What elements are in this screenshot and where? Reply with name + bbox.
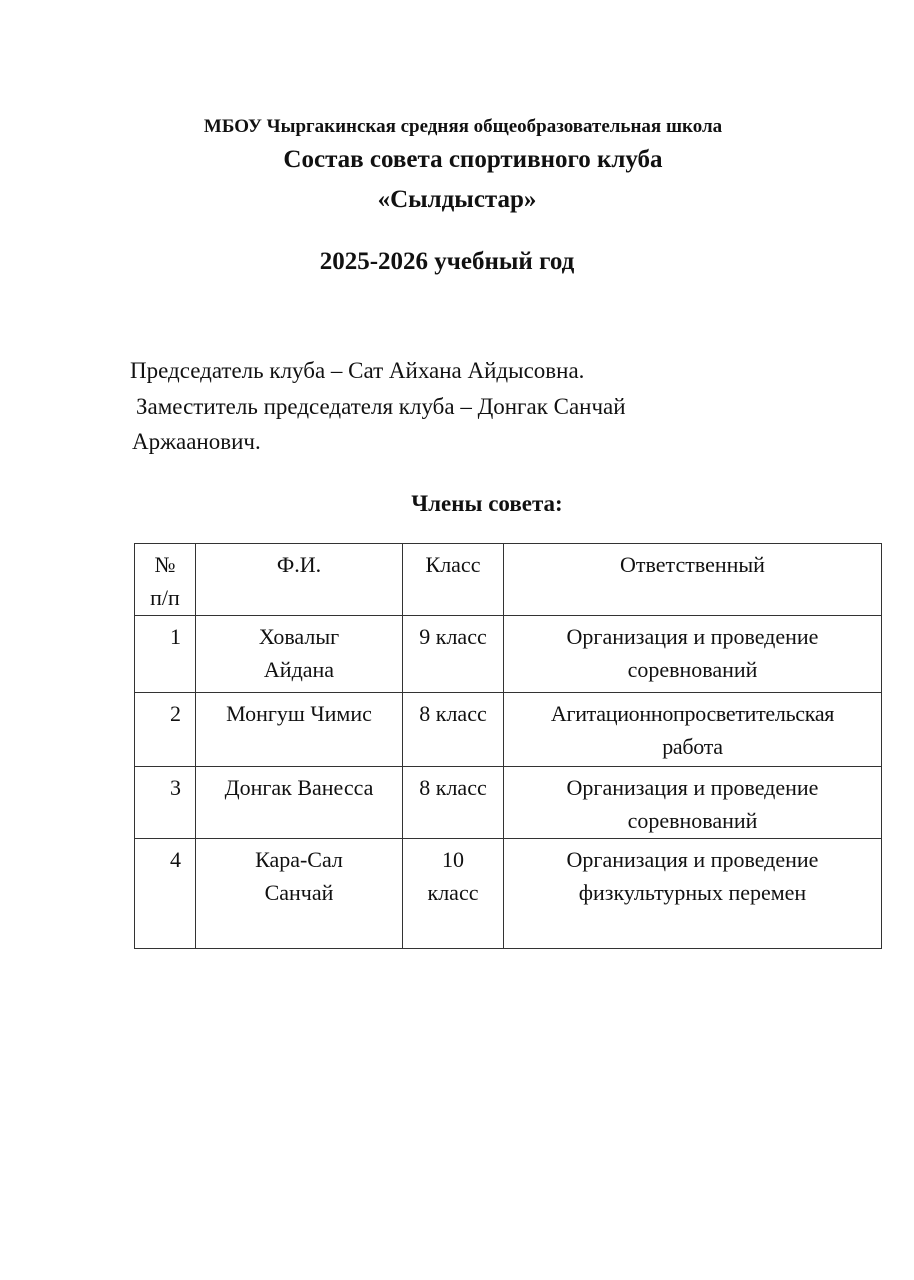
deputy-line: Заместитель председателя клуба – Донгак Санчай xyxy=(136,394,626,419)
header-name: Ф.И. xyxy=(196,544,403,616)
row-responsible xyxy=(504,693,882,767)
name-line1: Ховалыг xyxy=(258,624,340,649)
name-line2: Санчай xyxy=(264,880,334,905)
row-class: 8 класс xyxy=(403,767,504,839)
row-responsible xyxy=(504,616,882,693)
resp-line2: соревнований xyxy=(627,657,758,682)
header-num xyxy=(135,544,196,616)
table-header-row xyxy=(135,544,882,616)
academic-year: 2025-2026 учебный год xyxy=(319,248,575,275)
members-heading: Члены совета: xyxy=(411,491,563,516)
resp-line2: физкультурных перемен xyxy=(578,880,807,905)
resp-line2: работа xyxy=(662,734,723,759)
school-name: МБОУ Чыргакинская средняя общеобразовательная школа xyxy=(203,116,723,137)
resp-line1: Агитационнопросветительская xyxy=(550,701,835,726)
resp-line1: Организация и проведение xyxy=(566,847,819,872)
document-title: Состав совета спортивного клуба xyxy=(283,146,663,173)
row-responsible xyxy=(504,767,882,839)
row-class xyxy=(403,839,504,949)
resp-line1: Организация и проведение xyxy=(566,775,819,800)
table-row xyxy=(135,767,882,839)
row-num: 1 xyxy=(135,616,196,693)
class-line1: 10 xyxy=(442,847,464,872)
name-line1: Кара-Сал xyxy=(255,847,343,872)
header-num-line1: № xyxy=(154,552,176,577)
row-name: Монгуш Чимис xyxy=(196,693,403,767)
row-class: 9 класс xyxy=(403,616,504,693)
row-responsible xyxy=(504,839,882,949)
resp-line1: Организация и проведение xyxy=(566,624,819,649)
header-num-line2: п/п xyxy=(150,585,180,610)
deputy-line-cont: Аржаанович. xyxy=(132,429,261,454)
row-name xyxy=(196,616,403,693)
chairman-line: Председатель клуба – Сат Айхана Айдысовна. xyxy=(130,358,585,383)
table-row xyxy=(135,839,882,949)
resp-line2: соревнований xyxy=(627,808,758,833)
row-name xyxy=(196,839,403,949)
table-row xyxy=(135,693,882,767)
row-class: 8 класс xyxy=(403,693,504,767)
class-line2: класс xyxy=(427,880,479,905)
members-table xyxy=(134,543,882,949)
club-name: «Сылдыстар» xyxy=(377,186,537,213)
table-row xyxy=(135,616,882,693)
header-class: Класс xyxy=(403,544,504,616)
header-responsible: Ответственный xyxy=(504,544,882,616)
row-name: Донгак Ванесса xyxy=(196,767,403,839)
row-num: 3 xyxy=(135,767,196,839)
name-line2: Айдана xyxy=(263,657,335,682)
row-num: 4 xyxy=(135,839,196,949)
row-num: 2 xyxy=(135,693,196,767)
